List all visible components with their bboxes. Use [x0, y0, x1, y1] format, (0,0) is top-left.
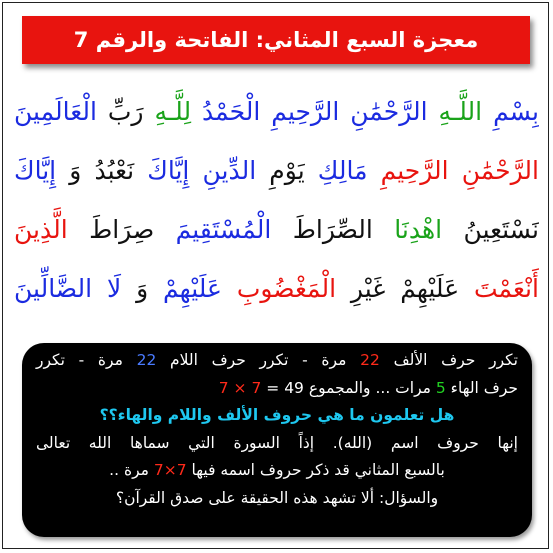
panel-text-segment: 22	[136, 351, 157, 369]
verse-word-segment: وَ	[56, 156, 82, 185]
verse-word-segment: رَبِّ	[96, 97, 144, 126]
panel-text-segment: 7×7	[153, 461, 187, 479]
panel-line-4	[36, 430, 518, 458]
panel-text-segment: هل تعلمون ما هي حروف الألف واللام والهاء؟؟	[99, 406, 455, 424]
panel-text-segment: مرة ..	[109, 461, 154, 479]
verse-word-segment: لَا	[92, 274, 122, 303]
panel-text-segment: والسؤال: ألا تشهد هذه الحقيقة على صدق القرآن؟	[115, 488, 439, 507]
panel-text-segment: 5	[435, 378, 446, 397]
verse-word-segment: عَلَيْهِمْ	[148, 274, 222, 303]
panel-text-segment: مرة - تكرر	[36, 351, 137, 369]
verse-word-segment: اهْدِنَا	[372, 215, 443, 244]
panel-line-2	[36, 375, 518, 403]
verse-word-segment: نَسْتَعِينُ	[442, 215, 539, 244]
explanation-panel	[22, 343, 532, 537]
panel-line-5	[36, 457, 518, 485]
verse-word-segment: إِيَّاكَ	[14, 156, 57, 185]
verse-word-segment: مَالِكِ	[304, 156, 368, 185]
verse-word-segment: لِلَّـهِ	[143, 97, 192, 126]
verse-word-segment: إِيَّاكَ	[134, 156, 190, 185]
panel-text-segment: حرف الهاء	[445, 378, 518, 397]
verse-word-segment: الْعَالَمِينَ	[14, 97, 97, 126]
panel-text-segment: 7 × 7	[218, 378, 262, 397]
verse-word-segment: الَّذِينَ	[14, 215, 68, 244]
verse-word-segment: الْحَمْدُ	[191, 97, 261, 126]
verse-word-segment: نَعْبُدُ	[81, 156, 135, 185]
panel-text-segment: إنها حروف اسم (الله). إذاً السورة التي سماها الله تعالى	[36, 433, 518, 452]
verse-line-2	[14, 141, 539, 200]
verse-word-segment: بِسْمِ	[482, 97, 539, 126]
panel-text-segment: مرة - تكرر حرف اللام	[156, 351, 361, 369]
panel-text-segment: مرات ... والمجموع 49 =	[261, 378, 436, 397]
verse-word-segment: أَنْعَمْتَ	[459, 274, 539, 303]
panel-text-segment: بالسبع المثاني قد ذكر حروف اسمه فيها	[186, 461, 445, 479]
panel-text-segment: 22	[360, 351, 380, 369]
title-banner	[22, 16, 530, 64]
verse-word-segment: غَيْرِ	[336, 274, 386, 303]
verse-word-segment: وَ	[121, 274, 149, 303]
panel-text-segment: تكرر حرف الألف	[379, 351, 518, 369]
panel-line-1	[36, 347, 518, 375]
verse-word-segment: صِرَاطَ	[67, 215, 155, 244]
verse-word-segment: الرَّحْمَٰنِ الرَّحِيمِ	[260, 97, 428, 126]
verse-line-1	[14, 82, 539, 141]
verse-line-4	[14, 259, 539, 318]
verse-word-segment: يَوْمِ	[256, 156, 305, 185]
verse-word-segment: الْمَغْضُوبِ	[221, 274, 337, 303]
verse-word-segment: الضَّالِّينَ	[14, 274, 93, 303]
panel-question	[36, 402, 518, 430]
verse-word-segment: الرَّحْمَٰنِ الرَّحِيمِ	[367, 156, 539, 185]
verse-word-segment: الْمُسْتَقِيمَ	[154, 215, 272, 244]
verse-word-segment: عَلَيْهِمْ	[385, 274, 460, 303]
verse-line-3	[14, 200, 539, 259]
panel-line-6	[36, 485, 518, 513]
verse-word-segment: الصِّرَاطَ	[271, 215, 373, 244]
verse-word-segment: اللَّـهِ	[427, 97, 483, 126]
title-text: معجزة السبع المثاني: الفاتحة والرقم 7	[73, 28, 479, 52]
fatiha-verses	[14, 82, 539, 318]
verse-word-segment: الدِّينِ	[189, 156, 257, 185]
